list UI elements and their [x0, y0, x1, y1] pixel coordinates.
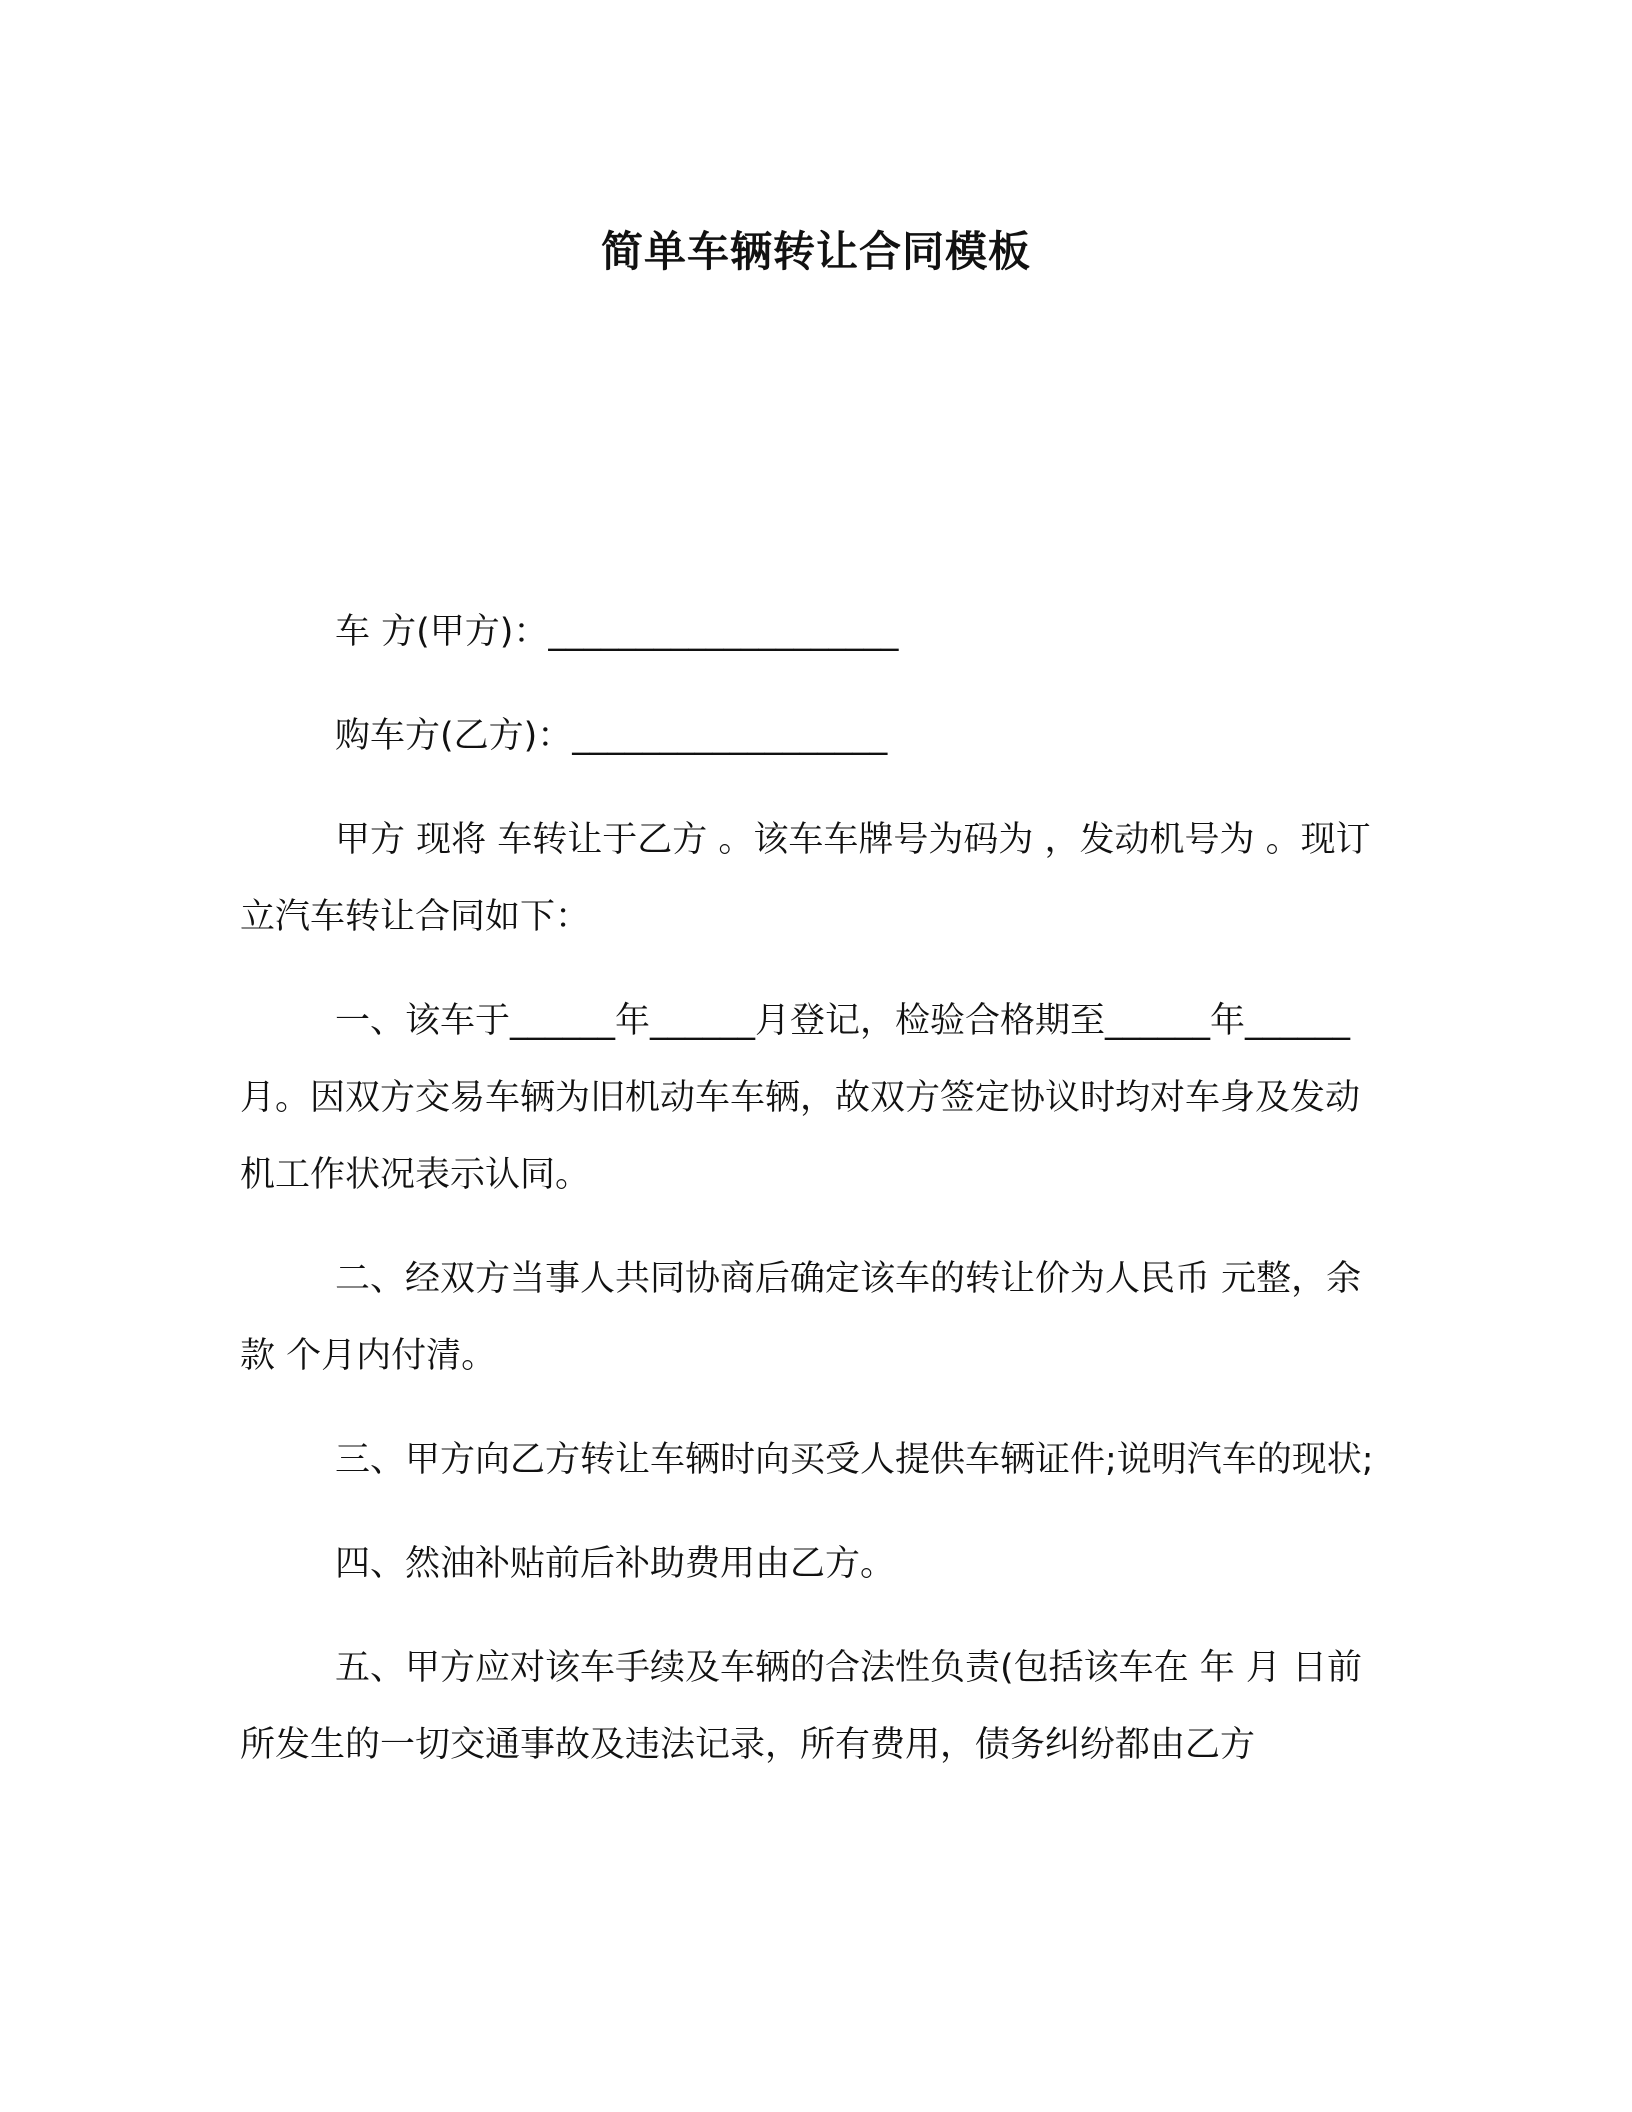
clause-5: 五、甲方应对该车手续及车辆的合法性负责(包括该车在 年 月 日前所发生的一切交通事故及违法记录，所有费用，债务纠纷都由乙方: [240, 1648, 1363, 1765]
buyer-line: 购车方(乙方)：__________________: [335, 716, 888, 756]
clause-4: 四、然油补贴前后补助费用由乙方。: [335, 1544, 896, 1584]
document-body: [240, 594, 1388, 1811]
clause-1: 一、该车于______年______月登记，检验合格期至______年______月。因双方交易车辆为旧机动车车辆，故双方签定协议时均对车身及发动机工作状况表示认同。: [240, 1001, 1361, 1195]
clause-2: 二、经双方当事人共同协商后确定该车的转让价为人民币 元整，余款 个月内付清。: [240, 1259, 1362, 1376]
seller-line: 车 方(甲方)：____________________: [335, 612, 899, 652]
document-title: 简单车辆转让合同模板: [600, 227, 1031, 276]
intro-paragraph: 甲方 现将 车转让于乙方 。该车车牌号为码为 ，发动机号为 。现订立汽车转让合同如下：: [240, 820, 1371, 937]
clause-3: 三、甲方向乙方转让车辆时向买受人提供车辆证件;说明汽车的现状;: [335, 1440, 1374, 1480]
